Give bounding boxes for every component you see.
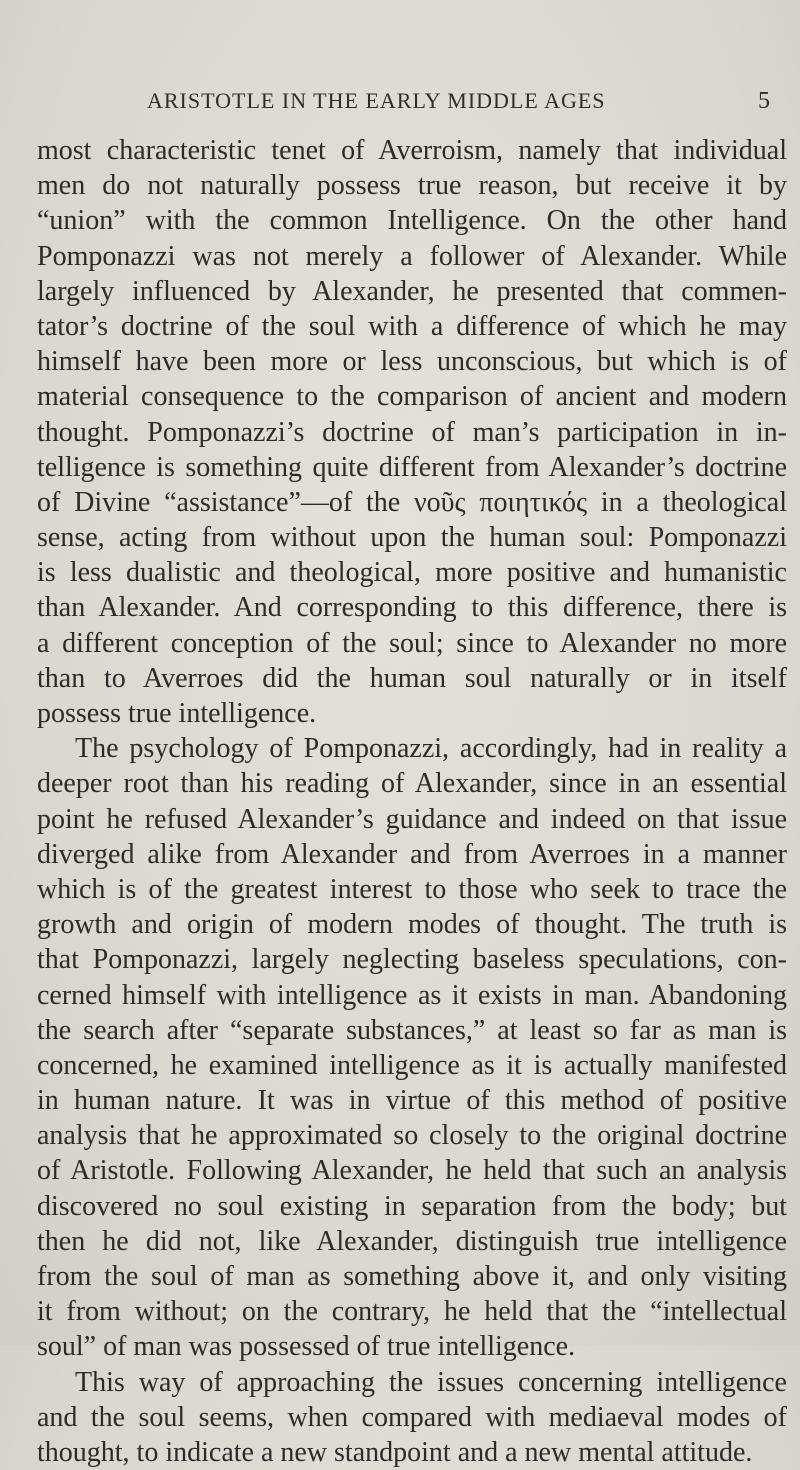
text-line: thought. Pomponazzi’s doctrine of man’s participation in in- [37, 416, 787, 448]
text-line: and the soul seems, when compared with mediaeval modes of [37, 1401, 787, 1433]
text-line: soul” of man was possessed of true intelligence. [37, 1331, 576, 1363]
text-line: that Pomponazzi, largely neglecting baseless speculations, con- [37, 944, 787, 976]
text-line: himself have been more or less unconscious, but which is of [37, 346, 787, 378]
text-line: of Aristotle. Following Alexander, he held that such an analysis [37, 1155, 787, 1187]
text-line: “union” with the common Intelligence. On the other hand [37, 205, 787, 237]
text-line: The psychology of Pomponazzi, accordingly, had in reality a [75, 733, 787, 765]
text-line: Pomponazzi was not merely a follower of Alexander. While [37, 240, 787, 272]
text-line: cerned himself with intelligence as it exists in man. Abandoning [37, 979, 787, 1011]
text-line: which is of the greatest interest to those who seek to trace the [37, 873, 787, 905]
text-line: This way of approaching the issues concerning intelligence [75, 1366, 787, 1398]
text-line: deeper root than his reading of Alexander, since in an essential [37, 768, 787, 800]
text-line: diverged alike from Alexander and from Averroes in a manner [37, 838, 787, 870]
text-line: the search after “separate substances,” at least so far as man is [37, 1014, 787, 1046]
text-line: growth and origin of modern modes of thought. The truth is [37, 909, 787, 941]
text-line: point he refused Alexander’s guidance and indeed on that issue [37, 803, 787, 835]
text-line: thought, to indicate a new standpoint and a new mental attitude. [37, 1436, 753, 1468]
text-line: analysis that he approximated so closely to the original doctrine [37, 1120, 787, 1152]
body-text [37, 133, 787, 1470]
text-line: than Alexander. And corresponding to this difference, there is [37, 592, 787, 624]
text-line: than to Averroes did the human soul naturally or in itself [37, 662, 787, 694]
text-line: most characteristic tenet of Averroism, namely that individual [37, 135, 787, 166]
text-line: largely influenced by Alexander, he presented that commen- [37, 275, 787, 307]
text-line: from the soul of man as something above it, and only visiting [37, 1261, 787, 1292]
text-line: concerned, he examined intelligence as it is actually manifested [37, 1049, 787, 1081]
text-line: telligence is something quite different from Alexander’s doctrine [37, 451, 787, 483]
text-line: in human nature. It was in virtue of this method of positive [37, 1085, 787, 1117]
text-line: discovered no soul existing in separation from the body; but [37, 1190, 787, 1222]
page-number: 5 [758, 88, 770, 114]
text-line: sense, acting from without upon the human soul: Pomponazzi [37, 522, 787, 554]
text-line: then he did not, like Alexander, distinguish true intelligence [37, 1225, 787, 1257]
text-line: material consequence to the comparison of ancient and modern [37, 381, 787, 413]
text-line: of Divine “assistance”—of the νοῦς ποιητικός in a theological [37, 486, 787, 518]
text-line: possess true intelligence. [37, 698, 317, 729]
text-line: men do not naturally possess true reason, but receive it by [37, 170, 787, 202]
text-line: it from without; on the contrary, he held that the “intellectual [37, 1296, 787, 1328]
running-title: ARISTOTLE IN THE EARLY MIDDLE AGES [147, 88, 606, 113]
text-line: a different conception of the soul; since to Alexander no more [37, 627, 787, 659]
text-line: is less dualistic and theological, more positive and humanistic [37, 557, 787, 589]
text-line: tator’s doctrine of the soul with a difference of which he may [37, 310, 787, 342]
